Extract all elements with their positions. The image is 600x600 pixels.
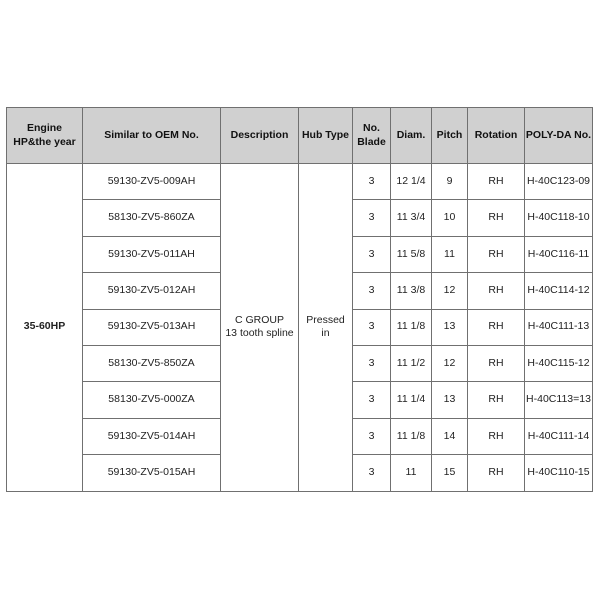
blade-cell: 3	[353, 273, 391, 309]
rotation-cell: RH	[468, 200, 525, 236]
diam-cell: 12 1/4	[391, 164, 432, 200]
polyda-cell: H-40C113=13	[525, 382, 593, 418]
header-description: Description	[221, 108, 299, 164]
diam-cell: 11 3/4	[391, 200, 432, 236]
header-hub-type: Hub Type	[299, 108, 353, 164]
header-engine	[7, 108, 83, 164]
pitch-cell: 12	[432, 345, 468, 381]
oem-cell: 59130-ZV5-009AH	[83, 164, 221, 200]
header-engine-line1: Engine	[26, 121, 62, 134]
header-row	[7, 108, 593, 164]
header-engine-line2: HP&the year	[13, 135, 76, 148]
pitch-cell: 13	[432, 382, 468, 418]
rotation-cell: RH	[468, 382, 525, 418]
rotation-cell: RH	[468, 345, 525, 381]
rotation-cell: RH	[468, 418, 525, 454]
oem-cell: 58130-ZV5-850ZA	[83, 345, 221, 381]
blade-cell: 3	[353, 200, 391, 236]
description-line1: C GROUP	[234, 313, 284, 326]
header-blade-line1: No.	[363, 121, 380, 134]
diam-cell: 11 3/8	[391, 273, 432, 309]
rotation-cell: RH	[468, 273, 525, 309]
blade-cell: 3	[353, 345, 391, 381]
oem-cell: 58130-ZV5-860ZA	[83, 200, 221, 236]
oem-cell: 59130-ZV5-013AH	[83, 309, 221, 345]
description-cell	[221, 164, 299, 492]
pitch-cell: 11	[432, 236, 468, 272]
header-blade	[353, 108, 391, 164]
polyda-cell: H-40C114-12	[525, 273, 593, 309]
diam-cell: 11	[391, 455, 432, 491]
header-rotation: Rotation	[468, 108, 525, 164]
polyda-cell: H-40C123-09	[525, 164, 593, 200]
diam-cell: 11 1/8	[391, 418, 432, 454]
oem-cell: 59130-ZV5-012AH	[83, 273, 221, 309]
polyda-cell: H-40C110-15	[525, 455, 593, 491]
rotation-cell: RH	[468, 164, 525, 200]
pitch-cell: 9	[432, 164, 468, 200]
pitch-cell: 10	[432, 200, 468, 236]
blade-cell: 3	[353, 309, 391, 345]
blade-cell: 3	[353, 418, 391, 454]
pitch-cell: 13	[432, 309, 468, 345]
pitch-cell: 15	[432, 455, 468, 491]
hub-type-cell	[299, 164, 353, 492]
header-diam: Diam.	[391, 108, 432, 164]
propeller-spec-table	[6, 107, 593, 492]
polyda-cell: H-40C115-12	[525, 345, 593, 381]
blade-cell: 3	[353, 236, 391, 272]
header-polyda: POLY-DA No.	[525, 108, 593, 164]
hub-line1: Pressed	[306, 313, 345, 326]
polyda-cell: H-40C111-14	[525, 418, 593, 454]
pitch-cell: 14	[432, 418, 468, 454]
oem-cell: 58130-ZV5-000ZA	[83, 382, 221, 418]
polyda-cell: H-40C116-11	[525, 236, 593, 272]
engine-cell: 35-60HP	[7, 164, 83, 492]
oem-cell: 59130-ZV5-014AH	[83, 418, 221, 454]
oem-cell: 59130-ZV5-015AH	[83, 455, 221, 491]
blade-cell: 3	[353, 164, 391, 200]
header-blade-line2: Blade	[357, 135, 386, 148]
rotation-cell: RH	[468, 309, 525, 345]
header-oem: Similar to OEM No.	[83, 108, 221, 164]
description-line2: 13 tooth spline	[225, 327, 294, 340]
table-row	[7, 164, 593, 200]
blade-cell: 3	[353, 382, 391, 418]
polyda-cell: H-40C111-13	[525, 309, 593, 345]
diam-cell: 11 1/8	[391, 309, 432, 345]
diam-cell: 11 1/2	[391, 345, 432, 381]
diam-cell: 11 5/8	[391, 236, 432, 272]
header-pitch: Pitch	[432, 108, 468, 164]
polyda-cell: H-40C118-10	[525, 200, 593, 236]
diam-cell: 11 1/4	[391, 382, 432, 418]
pitch-cell: 12	[432, 273, 468, 309]
blade-cell: 3	[353, 455, 391, 491]
rotation-cell: RH	[468, 236, 525, 272]
oem-cell: 59130-ZV5-011AH	[83, 236, 221, 272]
rotation-cell: RH	[468, 455, 525, 491]
hub-line2: in	[321, 327, 330, 340]
